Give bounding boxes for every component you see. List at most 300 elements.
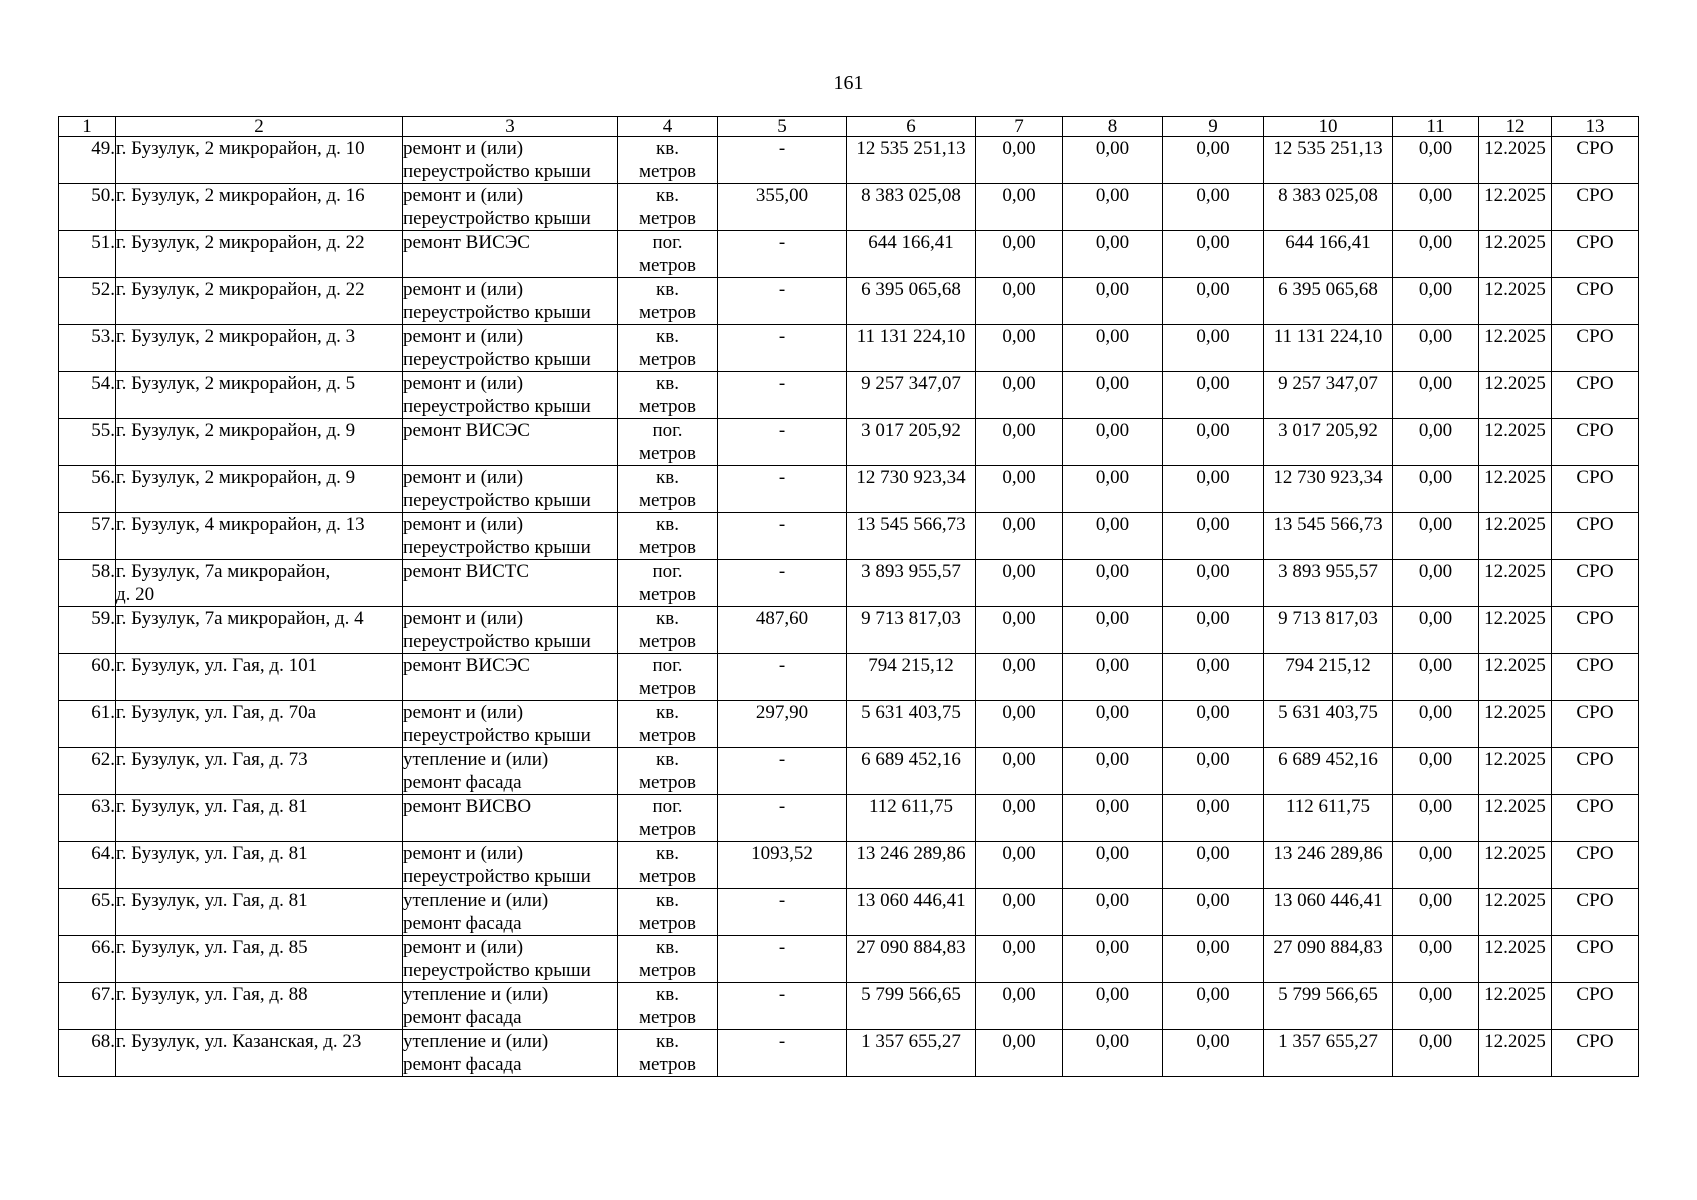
column-11-cell: 0,00 [1393, 325, 1479, 372]
column-10-cell: 6 395 065,68 [1264, 278, 1393, 325]
address-cell [116, 466, 403, 513]
category-cell: СРО [1552, 889, 1639, 936]
column-11-cell: 0,00 [1393, 748, 1479, 795]
column-10-cell: 3 893 955,57 [1264, 560, 1393, 607]
column-header: 3 [403, 117, 618, 137]
total-cost-cell: 5 631 403,75 [847, 701, 976, 748]
total-cost-cell: 13 060 446,41 [847, 889, 976, 936]
category-cell: СРО [1552, 654, 1639, 701]
unit-cell [618, 231, 718, 278]
work-type-line: утепление и (или) [403, 984, 549, 1005]
column-7-cell: 0,00 [976, 983, 1063, 1030]
total-cost-cell: 11 131 224,10 [847, 325, 976, 372]
unit-line: метров [639, 443, 696, 464]
unit-line: кв. [656, 843, 679, 864]
deadline-cell: 12.2025 [1479, 936, 1552, 983]
column-10-cell: 794 215,12 [1264, 654, 1393, 701]
table-row [59, 936, 1639, 983]
work-type-cell [403, 983, 618, 1030]
column-9-cell: 0,00 [1163, 419, 1264, 466]
deadline-cell: 12.2025 [1479, 278, 1552, 325]
work-type-line: ремонт и (или) [403, 702, 524, 723]
total-cost-cell: 5 799 566,65 [847, 983, 976, 1030]
column-11-cell: 0,00 [1393, 1030, 1479, 1077]
column-10-cell: 5 631 403,75 [1264, 701, 1393, 748]
column-7-cell: 0,00 [976, 466, 1063, 513]
unit-line: кв. [656, 608, 679, 629]
column-7-cell: 0,00 [976, 1030, 1063, 1077]
unit-line: метров [639, 161, 696, 182]
work-type-cell [403, 231, 618, 278]
row-number-cell: 64. [59, 842, 116, 889]
deadline-cell: 12.2025 [1479, 372, 1552, 419]
table-row [59, 701, 1639, 748]
deadline-cell: 12.2025 [1479, 231, 1552, 278]
row-number-cell: 49. [59, 137, 116, 184]
column-7-cell: 0,00 [976, 889, 1063, 936]
column-8-cell: 0,00 [1063, 842, 1163, 889]
unit-cell [618, 184, 718, 231]
row-number-cell: 56. [59, 466, 116, 513]
column-7-cell: 0,00 [976, 325, 1063, 372]
work-type-line: переустройство крыши [403, 631, 591, 652]
table-row [59, 419, 1639, 466]
deadline-cell: 12.2025 [1479, 795, 1552, 842]
unit-cell [618, 654, 718, 701]
unit-line: метров [639, 208, 696, 229]
address-line: г. Бузулук, 2 микрорайон, д. 3 [116, 326, 356, 347]
work-type-cell [403, 325, 618, 372]
row-number-cell: 53. [59, 325, 116, 372]
work-type-line: утепление и (или) [403, 890, 549, 911]
address-cell [116, 654, 403, 701]
work-type-cell [403, 748, 618, 795]
unit-line: метров [639, 255, 696, 276]
column-7-cell: 0,00 [976, 748, 1063, 795]
column-header: 5 [718, 117, 847, 137]
work-type-line: ремонт и (или) [403, 843, 524, 864]
table-row [59, 1030, 1639, 1077]
address-line: г. Бузулук, 2 микрорайон, д. 22 [116, 279, 365, 300]
address-line: г. Бузулук, 4 микрорайон, д. 13 [116, 514, 365, 535]
category-cell: СРО [1552, 1030, 1639, 1077]
address-line: д. 20 [116, 584, 155, 605]
column-header: 2 [116, 117, 403, 137]
column-9-cell: 0,00 [1163, 231, 1264, 278]
deadline-cell: 12.2025 [1479, 607, 1552, 654]
column-10-cell: 12 730 923,34 [1264, 466, 1393, 513]
unit-cell [618, 607, 718, 654]
unit-line: метров [639, 678, 696, 699]
column-9-cell: 0,00 [1163, 278, 1264, 325]
column-7-cell: 0,00 [976, 654, 1063, 701]
unit-line: метров [639, 819, 696, 840]
unit-line: метров [639, 396, 696, 417]
table-row [59, 231, 1639, 278]
unit-cell [618, 278, 718, 325]
column-10-cell: 3 017 205,92 [1264, 419, 1393, 466]
column-header: 9 [1163, 117, 1264, 137]
address-line: г. Бузулук, 2 микрорайон, д. 5 [116, 373, 356, 394]
column-7-cell: 0,00 [976, 419, 1063, 466]
table-row [59, 748, 1639, 795]
column-7-cell: 0,00 [976, 372, 1063, 419]
unit-line: метров [639, 584, 696, 605]
deadline-cell: 12.2025 [1479, 889, 1552, 936]
unit-line: метров [639, 866, 696, 887]
address-line: г. Бузулук, ул. Гая, д. 101 [116, 655, 318, 676]
deadline-cell: 12.2025 [1479, 748, 1552, 795]
column-8-cell: 0,00 [1063, 654, 1163, 701]
table-row [59, 278, 1639, 325]
column-8-cell: 0,00 [1063, 607, 1163, 654]
work-type-line: ремонт ВИСЭС [403, 655, 530, 676]
total-cost-cell: 12 535 251,13 [847, 137, 976, 184]
work-type-line: ремонт и (или) [403, 467, 524, 488]
unit-line: пог. [652, 232, 683, 253]
row-number-cell: 63. [59, 795, 116, 842]
area-cell: - [718, 513, 847, 560]
column-10-cell: 27 090 884,83 [1264, 936, 1393, 983]
work-type-line: переустройство крыши [403, 960, 591, 981]
column-10-cell: 8 383 025,08 [1264, 184, 1393, 231]
column-11-cell: 0,00 [1393, 795, 1479, 842]
address-cell [116, 842, 403, 889]
unit-cell [618, 748, 718, 795]
work-type-line: ремонт фасада [403, 772, 522, 793]
area-cell: 355,00 [718, 184, 847, 231]
total-cost-cell: 794 215,12 [847, 654, 976, 701]
deadline-cell: 12.2025 [1479, 419, 1552, 466]
deadline-cell: 12.2025 [1479, 184, 1552, 231]
total-cost-cell: 9 257 347,07 [847, 372, 976, 419]
address-cell [116, 372, 403, 419]
total-cost-cell: 9 713 817,03 [847, 607, 976, 654]
column-11-cell: 0,00 [1393, 231, 1479, 278]
address-cell [116, 513, 403, 560]
unit-cell [618, 560, 718, 607]
column-7-cell: 0,00 [976, 701, 1063, 748]
category-cell: СРО [1552, 466, 1639, 513]
work-type-cell [403, 701, 618, 748]
column-10-cell: 112 611,75 [1264, 795, 1393, 842]
total-cost-cell: 3 017 205,92 [847, 419, 976, 466]
unit-line: метров [639, 490, 696, 511]
work-type-cell [403, 936, 618, 983]
column-9-cell: 0,00 [1163, 1030, 1264, 1077]
address-cell [116, 278, 403, 325]
column-11-cell: 0,00 [1393, 513, 1479, 560]
work-type-cell [403, 607, 618, 654]
work-type-cell [403, 513, 618, 560]
row-number-cell: 65. [59, 889, 116, 936]
column-8-cell: 0,00 [1063, 184, 1163, 231]
area-cell: - [718, 231, 847, 278]
address-line: г. Бузулук, ул. Гая, д. 81 [116, 796, 308, 817]
work-type-line: переустройство крыши [403, 349, 591, 370]
category-cell: СРО [1552, 795, 1639, 842]
address-line: г. Бузулук, 2 микрорайон, д. 9 [116, 467, 356, 488]
unit-line: кв. [656, 890, 679, 911]
work-type-cell [403, 419, 618, 466]
table-row [59, 889, 1639, 936]
column-11-cell: 0,00 [1393, 560, 1479, 607]
column-7-cell: 0,00 [976, 795, 1063, 842]
unit-cell [618, 795, 718, 842]
total-cost-cell: 8 383 025,08 [847, 184, 976, 231]
unit-cell [618, 513, 718, 560]
area-cell: 487,60 [718, 607, 847, 654]
deadline-cell: 12.2025 [1479, 466, 1552, 513]
column-10-cell: 13 545 566,73 [1264, 513, 1393, 560]
area-cell: - [718, 466, 847, 513]
work-type-line: ремонт ВИСВО [403, 796, 532, 817]
column-9-cell: 0,00 [1163, 936, 1264, 983]
column-header: 4 [618, 117, 718, 137]
column-header: 12 [1479, 117, 1552, 137]
row-number-cell: 67. [59, 983, 116, 1030]
unit-line: кв. [656, 373, 679, 394]
unit-line: кв. [656, 467, 679, 488]
column-9-cell: 0,00 [1163, 325, 1264, 372]
column-7-cell: 0,00 [976, 231, 1063, 278]
category-cell: СРО [1552, 184, 1639, 231]
column-9-cell: 0,00 [1163, 513, 1264, 560]
unit-line: пог. [652, 561, 683, 582]
work-type-line: ремонт ВИСТС [403, 561, 530, 582]
column-10-cell: 644 166,41 [1264, 231, 1393, 278]
column-7-cell: 0,00 [976, 137, 1063, 184]
area-cell: - [718, 889, 847, 936]
area-cell: - [718, 983, 847, 1030]
work-type-cell [403, 654, 618, 701]
table-row [59, 513, 1639, 560]
address-cell [116, 889, 403, 936]
work-type-cell [403, 184, 618, 231]
unit-line: кв. [656, 185, 679, 206]
column-9-cell: 0,00 [1163, 372, 1264, 419]
category-cell: СРО [1552, 748, 1639, 795]
address-line: г. Бузулук, 2 микрорайон, д. 9 [116, 420, 356, 441]
unit-cell [618, 1030, 718, 1077]
address-line: г. Бузулук, ул. Гая, д. 85 [116, 937, 308, 958]
work-type-line: ремонт и (или) [403, 373, 524, 394]
table-row [59, 372, 1639, 419]
page-number: 161 [833, 72, 864, 94]
row-number-cell: 59. [59, 607, 116, 654]
unit-cell [618, 419, 718, 466]
unit-cell [618, 701, 718, 748]
work-type-line: ремонт ВИСЭС [403, 232, 530, 253]
work-type-line: ремонт и (или) [403, 279, 524, 300]
column-11-cell: 0,00 [1393, 701, 1479, 748]
unit-line: кв. [656, 749, 679, 770]
table-row [59, 983, 1639, 1030]
work-type-line: переустройство крыши [403, 396, 591, 417]
unit-line: кв. [656, 1031, 679, 1052]
work-type-line: ремонт и (или) [403, 937, 524, 958]
work-type-line: переустройство крыши [403, 537, 591, 558]
column-8-cell: 0,00 [1063, 936, 1163, 983]
area-cell: 297,90 [718, 701, 847, 748]
address-line: г. Бузулук, 2 микрорайон, д. 22 [116, 232, 365, 253]
address-line: г. Бузулук, ул. Гая, д. 70а [116, 702, 317, 723]
address-cell [116, 1030, 403, 1077]
total-cost-cell: 12 730 923,34 [847, 466, 976, 513]
table-row [59, 560, 1639, 607]
table-row [59, 654, 1639, 701]
unit-line: кв. [656, 702, 679, 723]
address-cell [116, 184, 403, 231]
column-11-cell: 0,00 [1393, 842, 1479, 889]
unit-line: метров [639, 960, 696, 981]
column-10-cell: 9 713 817,03 [1264, 607, 1393, 654]
work-type-cell [403, 466, 618, 513]
table-row [59, 466, 1639, 513]
address-line: г. Бузулук, ул. Гая, д. 88 [116, 984, 308, 1005]
table-row [59, 842, 1639, 889]
deadline-cell: 12.2025 [1479, 842, 1552, 889]
table-row [59, 607, 1639, 654]
deadline-cell: 12.2025 [1479, 513, 1552, 560]
column-11-cell: 0,00 [1393, 184, 1479, 231]
table-row [59, 325, 1639, 372]
column-8-cell: 0,00 [1063, 466, 1163, 513]
deadline-cell: 12.2025 [1479, 560, 1552, 607]
address-cell [116, 795, 403, 842]
unit-line: метров [639, 537, 696, 558]
column-10-cell: 5 799 566,65 [1264, 983, 1393, 1030]
unit-line: метров [639, 302, 696, 323]
work-type-line: ремонт и (или) [403, 514, 524, 535]
category-cell: СРО [1552, 701, 1639, 748]
column-8-cell: 0,00 [1063, 231, 1163, 278]
column-header: 8 [1063, 117, 1163, 137]
address-cell [116, 325, 403, 372]
column-header: 1 [59, 117, 116, 137]
column-11-cell: 0,00 [1393, 466, 1479, 513]
unit-line: метров [639, 913, 696, 934]
address-cell [116, 560, 403, 607]
unit-line: пог. [652, 420, 683, 441]
unit-line: кв. [656, 138, 679, 159]
unit-line: кв. [656, 937, 679, 958]
area-cell: - [718, 419, 847, 466]
unit-cell [618, 842, 718, 889]
column-11-cell: 0,00 [1393, 654, 1479, 701]
row-number-cell: 54. [59, 372, 116, 419]
column-9-cell: 0,00 [1163, 137, 1264, 184]
column-8-cell: 0,00 [1063, 701, 1163, 748]
unit-cell [618, 983, 718, 1030]
area-cell: - [718, 137, 847, 184]
deadline-cell: 12.2025 [1479, 1030, 1552, 1077]
unit-cell [618, 936, 718, 983]
column-7-cell: 0,00 [976, 842, 1063, 889]
unit-line: метров [639, 1007, 696, 1028]
area-cell: - [718, 1030, 847, 1077]
work-type-line: ремонт и (или) [403, 138, 524, 159]
work-type-line: переустройство крыши [403, 490, 591, 511]
work-type-line: переустройство крыши [403, 866, 591, 887]
column-9-cell: 0,00 [1163, 842, 1264, 889]
table-row [59, 184, 1639, 231]
column-header: 10 [1264, 117, 1393, 137]
work-type-line: утепление и (или) [403, 749, 549, 770]
column-9-cell: 0,00 [1163, 748, 1264, 795]
category-cell: СРО [1552, 513, 1639, 560]
column-8-cell: 0,00 [1063, 372, 1163, 419]
column-9-cell: 0,00 [1163, 889, 1264, 936]
column-8-cell: 0,00 [1063, 278, 1163, 325]
address-line: г. Бузулук, 2 микрорайон, д. 16 [116, 185, 365, 206]
column-8-cell: 0,00 [1063, 795, 1163, 842]
address-cell [116, 137, 403, 184]
row-number-cell: 57. [59, 513, 116, 560]
column-9-cell: 0,00 [1163, 184, 1264, 231]
column-8-cell: 0,00 [1063, 748, 1163, 795]
deadline-cell: 12.2025 [1479, 325, 1552, 372]
deadline-cell: 12.2025 [1479, 654, 1552, 701]
capital-repair-table [58, 116, 1639, 1077]
column-9-cell: 0,00 [1163, 654, 1264, 701]
unit-line: метров [639, 631, 696, 652]
unit-line: кв. [656, 514, 679, 535]
column-8-cell: 0,00 [1063, 560, 1163, 607]
category-cell: СРО [1552, 278, 1639, 325]
category-cell: СРО [1552, 607, 1639, 654]
row-number-cell: 52. [59, 278, 116, 325]
address-line: г. Бузулук, ул. Гая, д. 81 [116, 890, 308, 911]
category-cell: СРО [1552, 936, 1639, 983]
work-type-cell [403, 560, 618, 607]
work-type-line: ремонт фасада [403, 1054, 522, 1075]
column-header: 7 [976, 117, 1063, 137]
column-header: 11 [1393, 117, 1479, 137]
column-7-cell: 0,00 [976, 607, 1063, 654]
work-type-line: ремонт ВИСЭС [403, 420, 530, 441]
work-type-line: переустройство крыши [403, 725, 591, 746]
area-cell: - [718, 560, 847, 607]
address-cell [116, 983, 403, 1030]
total-cost-cell: 3 893 955,57 [847, 560, 976, 607]
category-cell: СРО [1552, 372, 1639, 419]
column-8-cell: 0,00 [1063, 1030, 1163, 1077]
unit-line: метров [639, 1054, 696, 1075]
row-number-cell: 60. [59, 654, 116, 701]
row-number-cell: 66. [59, 936, 116, 983]
row-number-cell: 68. [59, 1030, 116, 1077]
unit-line: метров [639, 349, 696, 370]
column-7-cell: 0,00 [976, 278, 1063, 325]
address-line: г. Бузулук, ул. Гая, д. 73 [116, 749, 308, 770]
work-type-line: утепление и (или) [403, 1031, 549, 1052]
column-11-cell: 0,00 [1393, 419, 1479, 466]
column-9-cell: 0,00 [1163, 701, 1264, 748]
row-number-cell: 50. [59, 184, 116, 231]
row-number-cell: 51. [59, 231, 116, 278]
column-11-cell: 0,00 [1393, 372, 1479, 419]
column-11-cell: 0,00 [1393, 607, 1479, 654]
address-line: г. Бузулук, ул. Гая, д. 81 [116, 843, 308, 864]
column-8-cell: 0,00 [1063, 513, 1163, 560]
work-type-line: ремонт фасада [403, 1007, 522, 1028]
address-line: г. Бузулук, 2 микрорайон, д. 10 [116, 138, 365, 159]
work-type-cell [403, 795, 618, 842]
column-8-cell: 0,00 [1063, 889, 1163, 936]
area-cell: - [718, 936, 847, 983]
column-11-cell: 0,00 [1393, 983, 1479, 1030]
